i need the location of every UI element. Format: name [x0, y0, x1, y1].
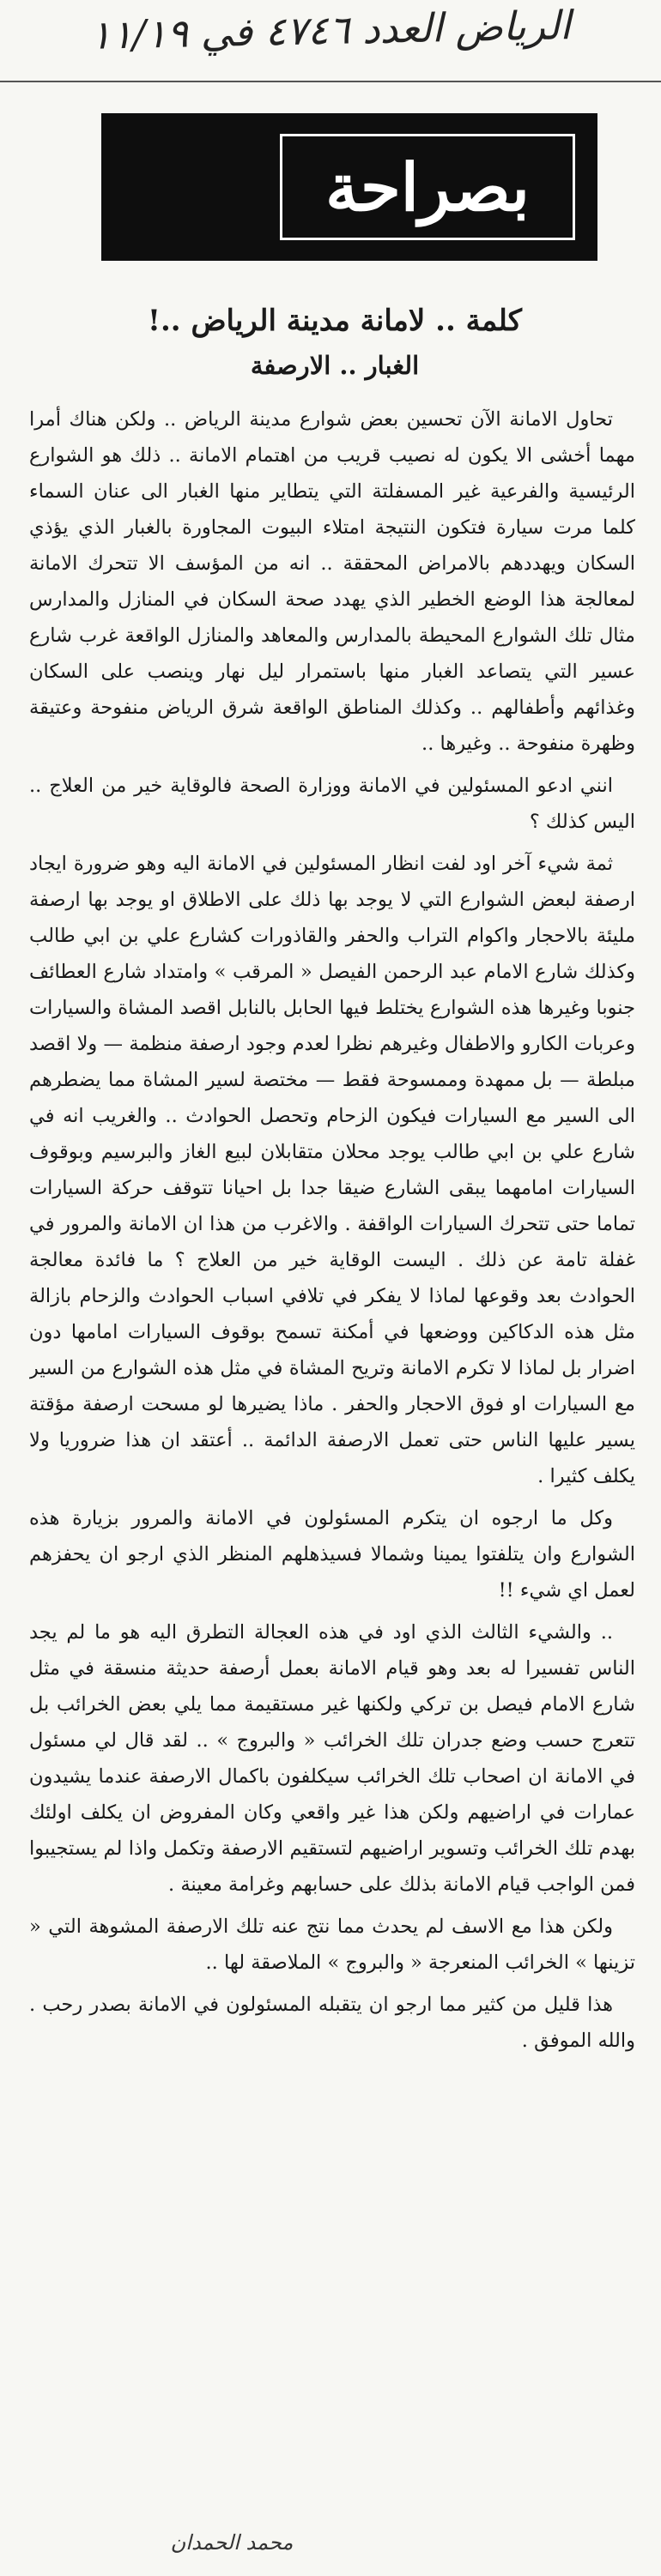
handwritten-source-note: الرياض العدد ٤٧٤٦ في ١١/١٩	[89, 2, 572, 58]
article-paragraph: .. والشيء الثالث الذي اود في هذه العجالة التطرق اليه هو ما لم يجد الناس تفسيرا له بعد وهو قيام الامانة بعمل أرصفة حديثة منسقة في مثل شارع الامام فيصل بن تركي ولكنها غير مستقيمة مما يلي بعض الخرائب بل تتعرج حسب وضع جدران تلك الخرائب « والبروج » .. لقد قال لي مسئول في الامانة ان اصحاب تلك الخرائب سيكلفون باكمال الارصفة عندما يشيدون عمارات في اراضيهم ولكن هذا غير واقعي وكان المفروض ان يكلف اولئك بهدم تلك الخرائب وتسوير اراضيهم لتستقيم الارصفة وتكمل واذا لم يستجيبوا فمن الواجب قيام الامانة بذلك على حسابهم وغرامة معينة .	[29, 1621, 635, 1896]
article-paragraph: وكل ما ارجوه ان يتكرم المسئولون في الامانة والمرور بزيارة هذه الشوارع وان يتلفتوا يمينا وشمالا فسيذهلهم المنظر الذي ارجو ان يحفزهم لعمل اي شيء !!	[29, 1507, 635, 1602]
article-paragraph: تحاول الامانة الآن تحسين بعض شوارع مدينة الرياض .. ولكن هناك أمرا مهما أخشى الا يكون له نصيب قريب من اهتمام الامانة .. ذلك هو الشوارع الرئيسية والفرعية غير المسفلتة التي يتطاير منها الغبار الى عنان السماء كلما مرت سيارة فتكون النتيجة امتلاء البيوت المجاورة بالغبار الذي يؤذي السكان ويهددهم بالامراض المحققة .. انه من المؤسف الا تتحرك الامانة لمعالجة هذا الوضع الخطير الذي يهدد صحة السكان في المنازل والمدارس مثال تلك الشوارع المحيطة بالمدارس والمعاهد والمنازل الواقعة غرب شارع عسير التي يتصاعد الغبار منها باستمرار ليل نهار وينصب على السكان وغذائهم وأطفالهم .. وكذلك المناطق الواقعة شرق الرياض منفوحة وعتيقة وظهرة منفوحة .. وغيرها ..	[29, 408, 635, 755]
article-subheadline: الغبار .. الارصفة	[250, 351, 420, 380]
column-banner	[101, 113, 597, 261]
article-paragraph: ثمة شيء آخر اود لفت انظار المسئولين في الامانة اليه وهو ضرورة ايجاد ارصفة لبعض الشوارع التي لا يوجد بها ذلك على الاطلاق او يوجد بها ارصفة مليئة بالاحجار واكوام التراب والحفر والقاذورات كشارع علي بن ابي طالب وكذلك شارع الامام عبد الرحمن الفيصل « المرقب » وامتداد شارع العطائف جنوبا وغيرها هذه الشوارع يختلط فيها الحابل بالنابل اقصد المشاة والسيارات وعربات الكارو والاطفال وغيرهم نظرا لعدم وجود ارصفة منظمة — ولا اقصد مبلطة — بل ممهدة وممسوحة فقط — مختصة لسير المشاة مما يضطرهم الى السير مع السيارات فيكون الزحام وتحصل الحوادث .. والغريب انه في شارع علي بن ابي طالب يوجد محلان متقابلان لبيع الغاز والبرسيم وبوقوف السيارات امامهما يبقى الشارع ضيقا جدا بل احيانا تتوقف حركة السيارات تماما حتى تتحرك السيارات الواقفة . والاغرب من هذا ان الامانة والمرور في غفلة تامة عن ذلك . اليست الوقاية خير من العلاج ؟ ما فائدة معالجة الحوادث بعد وقوعها لماذا لا يفكر في تلافي اسباب الحوادث والزحام بازالة مثل هذه الدكاكين ووضعها في أمكنة تسمح بوقوف السيارات امامها دون اضرار بل لماذا لا تكرم الامانة وتريح المشاة في مثل هذه الشوارع من السير مع السيارات او فوق الاحجار والحفر . ماذا يضيرها لو مسحت ارصفة مؤقتة يسير عليها الناس حتى تعمل الارصفة الدائمة .. أعتقد ان هذا ضروريا ولا يكلف كثيرا .	[29, 853, 635, 1487]
article-body	[29, 401, 635, 2527]
header-divider	[0, 81, 661, 82]
article-paragraph: ولكن هذا مع الاسف لم يحدث مما نتج عنه تلك الارصفة المشوهة التي « تزينها » الخرائب المنعرجة « والبروج » الملاصقة لها ..	[29, 1915, 635, 1974]
article-paragraph: هذا قليل من كثير مما ارجو ان يتقبله المسئولون في الامانة بصدر رحب . والله الموفق .	[29, 1994, 635, 2052]
article-paragraph: انني ادعو المسئولين في الامانة ووزارة الصحة فالوقاية خير من العلاج .. اليس كذلك ؟	[29, 775, 635, 833]
author-signature: محمد الحمدان	[170, 2531, 294, 2555]
column-title: بصراحة	[280, 134, 575, 240]
article-headline: كلمة .. لامانة مدينة الرياض ..!	[148, 304, 522, 338]
